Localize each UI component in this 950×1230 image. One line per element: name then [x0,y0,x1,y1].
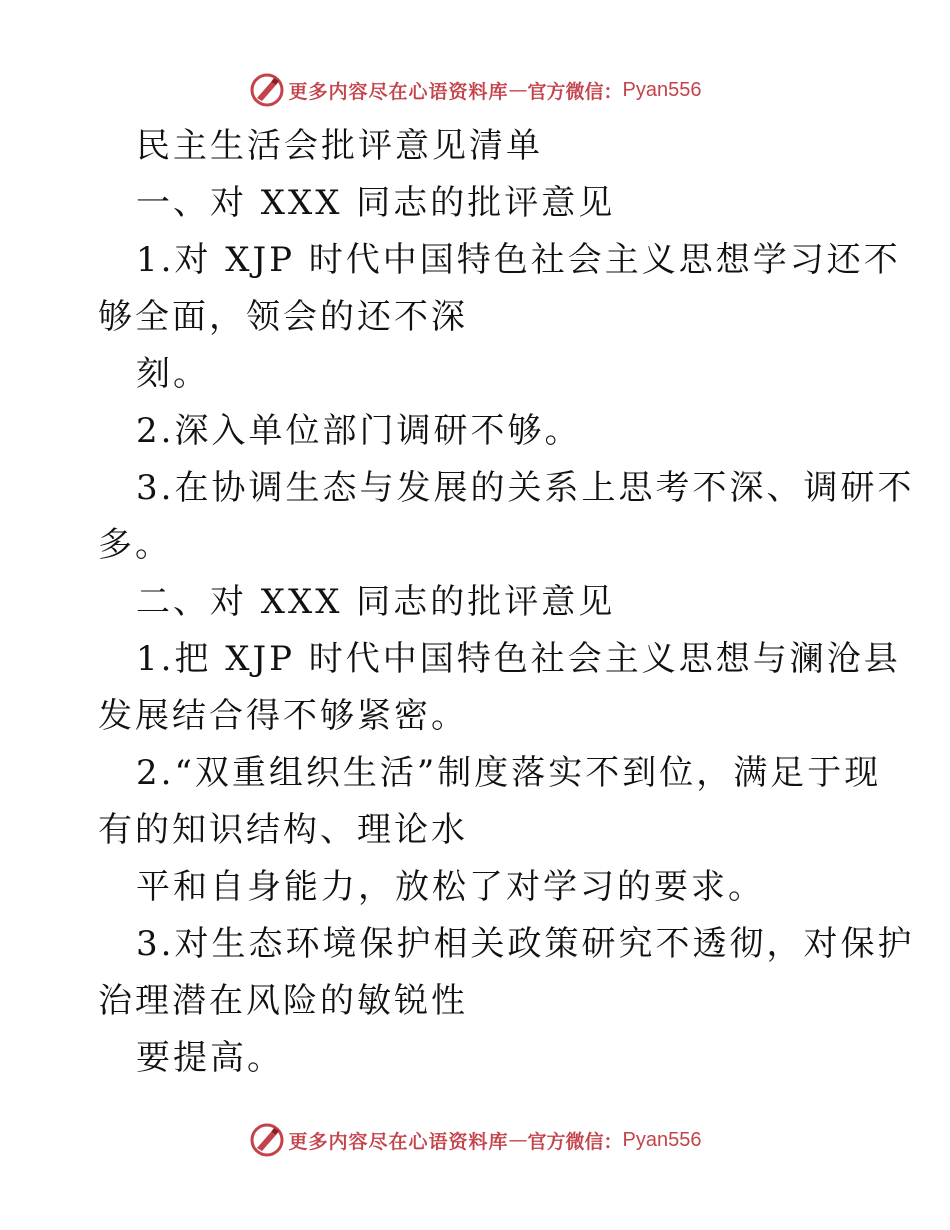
pen-logo-icon [249,1122,285,1158]
banner-text: 更多内容尽在心语资料库 [288,80,509,103]
banner-wechat-id: Pyan556 [622,1128,702,1151]
paragraph-line: 3.对生态环境保护相关政策研究不透彻，对保护 [136,924,915,964]
banner-wechat-id: Pyan556 [622,78,702,101]
footer-banner [0,1120,950,1160]
paragraph-line: 要提高。 [136,1038,284,1078]
paragraph-line: 治理潜在风险的敏锐性 [98,981,468,1021]
paragraph-line: 平和自身能力，放松了对学习的要求。 [136,867,765,907]
banner-dash: — [508,1129,528,1151]
banner-dash: — [508,79,528,101]
banner-wechat-label: 官方微信： [527,80,623,103]
section-heading-2: 二、对 XXX 同志的批评意见 [136,582,616,622]
pen-logo-icon [249,72,285,108]
paragraph-line: 够全面，领会的还不深 [98,297,468,337]
paragraph-line: 多。 [98,525,172,565]
banner-text: 更多内容尽在心语资料库 [288,1130,509,1153]
paragraph-line: 2.“双重组织生活”制度落实不到位，满足于现 [136,753,882,793]
document-body [98,118,915,1087]
document-title: 民主生活会批评意见清单 [136,126,543,166]
header-banner [0,70,950,110]
paragraph-line: 有的知识结构、理论水 [98,810,468,850]
paragraph-line: 1.对 XJP 时代中国特色社会主义思想学习还不 [136,240,901,280]
paragraph-line: 3.在协调生态与发展的关系上思考不深、调研不 [136,468,915,508]
paragraph-line: 2.深入单位部门调研不够。 [136,411,582,451]
banner-wechat-label: 官方微信： [527,1130,623,1153]
paragraph-line: 1.把 XJP 时代中国特色社会主义思想与澜沧县 [136,639,901,679]
section-heading-1: 一、对 XXX 同志的批评意见 [136,183,616,223]
paragraph-line: 刻。 [136,354,210,394]
paragraph-line: 发展结合得不够紧密。 [98,696,468,736]
